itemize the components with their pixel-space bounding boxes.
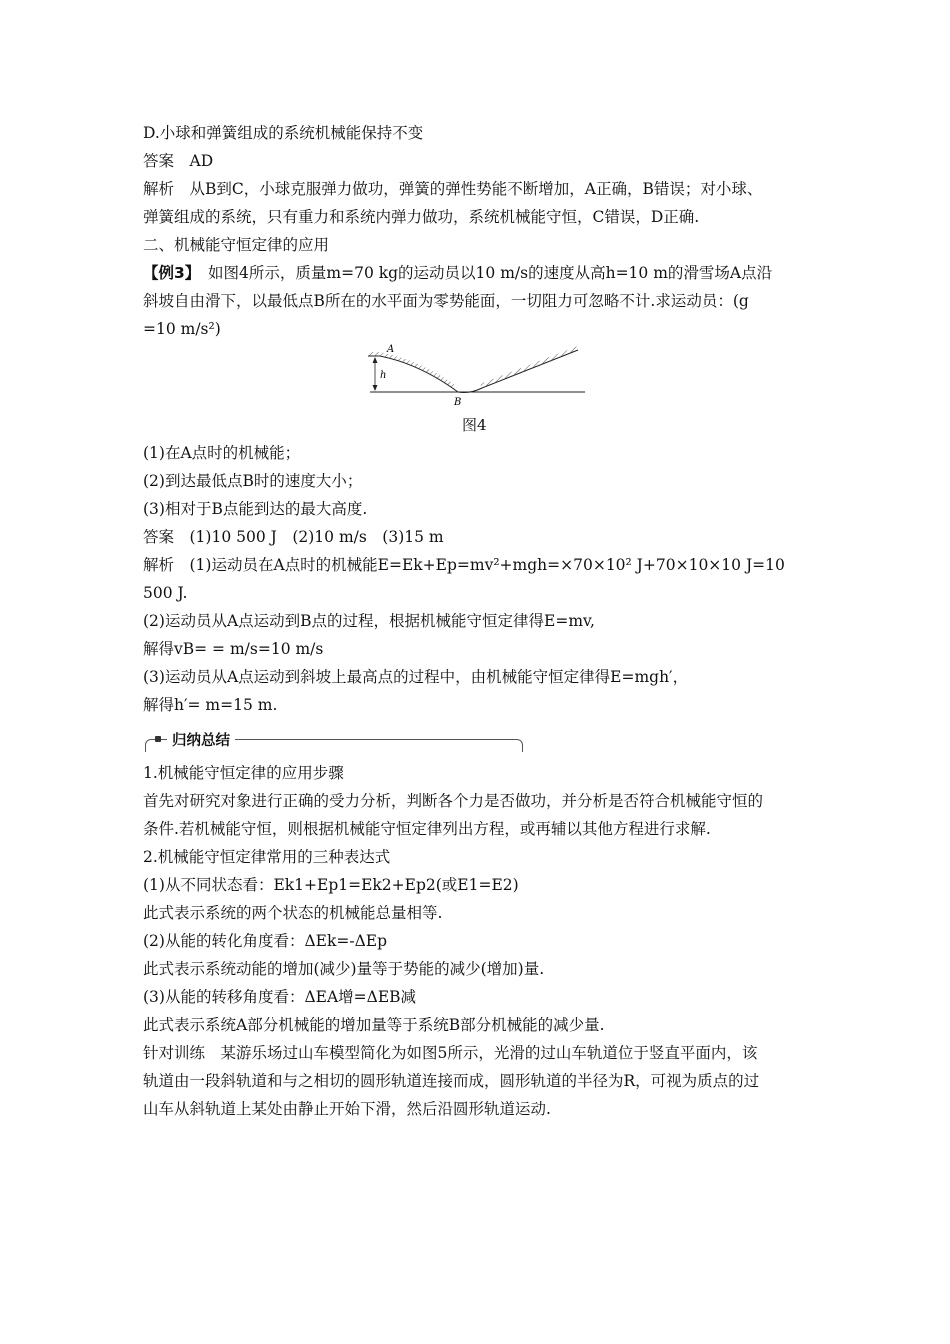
question-1: (1)在A点时的机械能； <box>143 444 301 462</box>
expression-2-desc: 此式表示系统动能的增加(减少)量等于势能的减少(增加)量. <box>143 960 545 978</box>
solution-line1: 解析 (1)运动员在A点时的机械能E=Ek+Ep=mv²+mgh=×70×10² J+70×10×10 J=10 <box>143 556 785 574</box>
summary-point-1: 1.机械能守恒定律的应用步骤 <box>143 764 344 782</box>
expression-2: (2)从能的转化角度看：ΔEk=-ΔEp <box>143 932 388 950</box>
height-arrow-bottom <box>373 385 378 391</box>
figure-caption: 图4 <box>462 416 487 434</box>
question-2: (2)到达最低点B时的速度大小； <box>143 472 363 490</box>
slope-curve <box>368 350 578 393</box>
example-3-line2: 斜坡自由滑下，以最低点B所在的水平面为零势能面，一切阻力可忽略不计.求运动员：(g <box>143 292 749 310</box>
solution-line5: (3)运动员从A点运动到斜坡上最高点的过程中，由机械能守恒定律得E=mgh′， <box>143 668 689 686</box>
solution-line6: 解得h′= m=15 m. <box>143 696 278 714</box>
height-arrow-top <box>373 357 378 363</box>
exercise-line3: 山车从斜轨道上某处由静止开始下滑，然后沿圆形轨道运动. <box>143 1100 551 1118</box>
expression-3-desc: 此式表示系统A部分机械能的增加量等于系统B部分机械能的减少量. <box>143 1016 605 1034</box>
summary-title: 归纳总结 <box>167 729 235 750</box>
summary-bullet-icon <box>155 736 161 742</box>
summary-point-2: 2.机械能守恒定律常用的三种表达式 <box>143 848 391 866</box>
example-3-line1: 【例3】 如图4所示，质量m=70 kg的运动员以10 m/s的速度从高h=10 m的滑雪场A点沿 <box>143 264 773 282</box>
label-h: h <box>380 370 387 381</box>
expression-1-desc: 此式表示系统的两个状态的机械能总量相等. <box>143 904 443 922</box>
section-heading: 二、机械能守恒定律的应用 <box>143 236 330 254</box>
summary-text-1: 首先对研究对象进行正确的受力分析，判断各个力是否做功，并分析是否符合机械能守恒的 <box>143 792 764 810</box>
label-a: A <box>387 344 395 355</box>
answer-1: 答案 AD <box>143 152 214 170</box>
answer-2: 答案 (1)10 500 J (2)10 m/s (3)15 m <box>143 528 444 546</box>
expression-3: (3)从能的转移角度看：ΔEA增=ΔEB减 <box>143 988 417 1006</box>
analysis-1-line2: 弹簧组成的系统，只有重力和系统内弹力做功，系统机械能守恒，C错误，D正确. <box>143 208 700 226</box>
example-tag: 【例3】 <box>143 264 193 282</box>
summary-text-2: 条件.若机械能守恒，则根据机械能守恒定律列出方程，或再辅以其他方程进行求解. <box>143 820 711 838</box>
question-3: (3)相对于B点能到达的最大高度. <box>143 500 368 518</box>
solution-line2: 500 J. <box>143 584 188 602</box>
label-b: B <box>454 397 462 408</box>
option-d: D.小球和弹簧组成的系统机械能保持不变 <box>143 124 424 142</box>
slope-hatch-right <box>480 346 578 388</box>
expression-1: (1)从不同状态看：Ek1+Ep1=Ek2+Ep2(或E1=E2) <box>143 876 519 894</box>
example-3-line3: =10 m/s²) <box>143 320 221 338</box>
exercise-line2: 轨道由一段斜轨道和与之相切的圆形轨道连接而成，圆形轨道的半径为R，可视为质点的过 <box>143 1072 760 1090</box>
solution-line3: (2)运动员从A点运动到B点的过程，根据机械能守恒定律得E=mv, <box>143 612 595 630</box>
solution-line4: 解得vB= = m/s=10 m/s <box>143 640 324 658</box>
ski-slope-figure <box>360 342 590 412</box>
analysis-1-line1: 解析 从B到C，小球克服弹力做功，弹簧的弹性势能不断增加，A正确，B错误；对小球、 <box>143 180 763 198</box>
exercise-line1: 针对训练 某游乐场过山车模型简化为如图5所示，光滑的过山车轨道位于竖直平面内，该 <box>143 1044 758 1062</box>
summary-header <box>145 730 523 752</box>
